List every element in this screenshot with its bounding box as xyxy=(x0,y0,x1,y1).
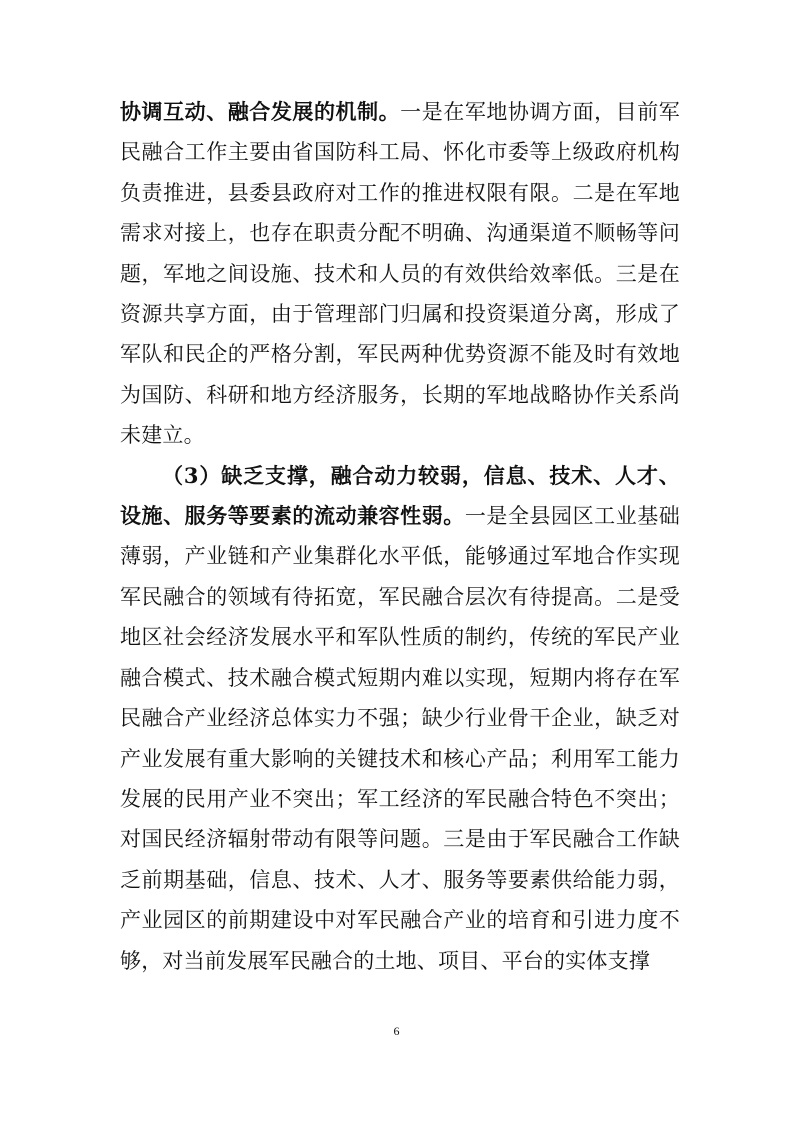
paragraph-text: 一是全县园区工业基础薄弱，产业链和产业集群化水平低，能够通过军地合作实现军民融合的领域有待拓宽，军民融合层次有待提高。二是受地区社会经济发展水平和军队性质的制约，传统的军民产业融合模式、技术融合模式短期内难以实现，短期内将存在军民融合产业经济总体实力不强；缺少行业骨干企业，缺乏对产业发展有重大影响的关键技术和核心产品；利用军工能力发展的民用产业不突出；军工经济的军民融合特色不突出；对国民经济辐射带动有限等问题。三是由于军民融合工作缺乏前期基础，信息、技术、人才、服务等要素供给能力弱，产业园区的前期建设中对军民融合产业的培育和引进力度不够，对当前发展军民融合的土地、项目、平台的实体支撑 xyxy=(120,504,681,973)
paragraph-heading: （3）缺乏支撑，融合动力较弱，信息、技术、人才、设施、服务等要素的流动兼容性弱。 xyxy=(120,462,680,529)
paragraph-text: 一是在军地协调方面，目前军民融合工作主要由省国防科工局、怀化市委等上级政府机构负责推进，县委县政府对工作的推进权限有限。二是在军地需求对接上，也存在职责分配不明确、沟通渠道不顺畅等问题，军地之间设施、技术和人员的有效供给效率低。三是在资源共享方面，由于管理部门归属和投资渠道分离，形成了军队和民企的严格分割，军民两种优势资源不能及时有效地为国防、科研和地方经济服务，长期的军地战略协作关系尚未建立。 xyxy=(120,100,680,448)
paragraph-support xyxy=(120,456,680,981)
page-number: 6 xyxy=(393,1024,400,1038)
paragraph-heading: 协调互动、融合发展的机制。 xyxy=(120,99,401,124)
paragraph-mechanism xyxy=(120,92,680,456)
page-body xyxy=(120,92,680,981)
